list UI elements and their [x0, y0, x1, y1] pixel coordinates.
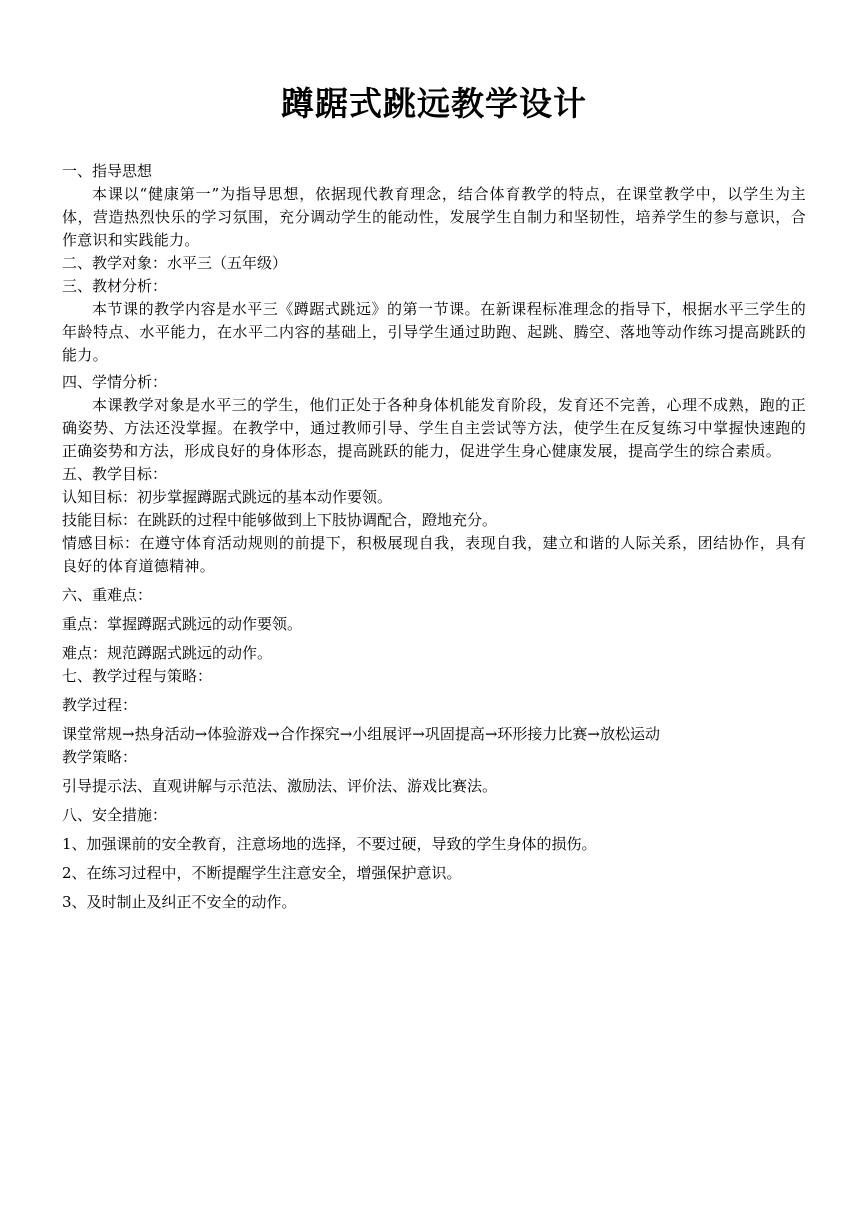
section-heading-learner-analysis: 四、学情分析： [62, 373, 168, 391]
document-page [62, 0, 806, 914]
goal-cognitive: 认知目标：初步掌握蹲踞式跳远的基本动作要领。 [62, 488, 393, 506]
safety-item-3: 3、及时制止及纠正不安全的动作。 [62, 893, 297, 911]
section-heading-teaching-goals: 五、教学目标： [62, 465, 168, 483]
material-analysis-paragraph: 本节课的教学内容是水平三《蹲踞式跳远》的第一节课。在新课程标准理念的指导下，根据水平三学生的年龄特点、水平能力，在水平二内容的基础上，引导学生通过助跑、起跳、腾空、落地等动作练习提高跳跃的能力。 [62, 300, 806, 364]
section-heading-process-strategy: 七、教学过程与策略： [62, 667, 213, 685]
safety-item-1: 1、加强课前的安全教育，注意场地的选择，不要过硬，导致的学生身体的损伤。 [62, 835, 597, 853]
strategy-label: 教学策略： [62, 748, 138, 766]
document-title: 蹲踞式跳远教学设计 [281, 84, 587, 123]
section-heading-teaching-object: 二、教学对象：水平三（五年级） [62, 254, 288, 272]
section-heading-safety: 八、安全措施： [62, 806, 168, 824]
safety-item-2: 2、在练习过程中，不断提醒学生注意安全，增强保护意识。 [62, 864, 462, 882]
section-heading-guiding-idea: 一、指导思想 [62, 162, 153, 180]
goal-skill: 技能目标：在跳跃的过程中能够做到上下肢协调配合，蹬地充分。 [62, 511, 498, 529]
goal-emotion: 情感目标：在遵守体育活动规则的前提下，积极展现自我，表现自我，建立和谐的人际关系，团结协作，具有良好的体育道德精神。 [62, 534, 806, 575]
strategy-text: 引导提示法、直观讲解与示范法、激励法、评价法、游戏比赛法。 [62, 777, 498, 795]
document-body [62, 160, 806, 914]
guiding-idea-paragraph: 本课以“健康第一”为指导思想，依据现代教育理念，结合体育教学的特点，在课堂教学中，以学生为主体，营造热烈快乐的学习氛围，充分调动学生的能动性，发展学生自制力和坚韧性，培养学生的参与意识，合作意识和实践能力。 [62, 185, 806, 249]
section-heading-material-analysis: 三、教材分析： [62, 277, 168, 295]
section-heading-key-points: 六、重难点： [62, 586, 153, 604]
process-label: 教学过程： [62, 696, 138, 714]
process-flow: 课堂常规→热身活动→体验游戏→合作探究→小组展评→巩固提高→环形接力比赛→放松运动 [62, 725, 660, 743]
difficult-point: 难点：规范蹲踞式跳远的动作。 [62, 644, 273, 662]
learner-analysis-paragraph: 本课教学对象是水平三的学生，他们正处于各种身体机能发育阶段，发育还不完善，心理不成熟，跑的正确姿势、方法还没掌握。在教学中，通过教师引导、学生自主尝试等方法，使学生在反复练习中掌握快速跑的正确姿势和方法，形成良好的身体形态，提高跳跃的能力，促进学生身心健康发展，提高学生的综合素质。 [62, 396, 806, 460]
key-point: 重点：掌握蹲踞式跳远的动作要领。 [62, 615, 303, 633]
